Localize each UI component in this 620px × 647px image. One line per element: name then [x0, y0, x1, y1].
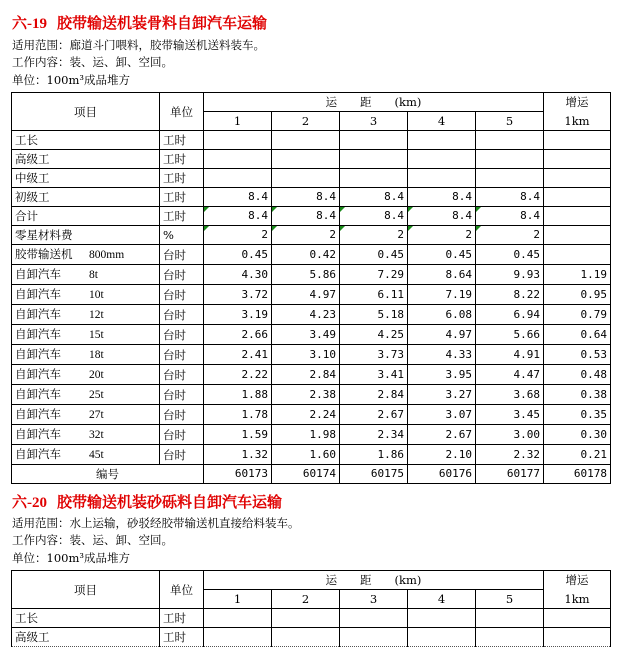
header-distance-1: 1: [204, 112, 272, 131]
row-item-name: 中级工: [15, 171, 50, 185]
row-item-name: 初级工: [15, 190, 50, 204]
row-value: 1.59: [204, 425, 272, 445]
row-value: [476, 150, 544, 169]
row-unit: 工时: [160, 131, 204, 150]
row-item-name: 自卸汽车: [15, 447, 61, 461]
row-value: 3.07: [408, 405, 476, 425]
row-value: [204, 609, 272, 628]
row-unit: 工时: [160, 628, 204, 647]
row-value: 3.41: [340, 365, 408, 385]
row-value: 2.38: [272, 385, 340, 405]
row-item: [12, 285, 160, 305]
row-unit: 台时: [160, 245, 204, 265]
header-distance: 运 距 (km): [204, 571, 544, 590]
row-item-spec: 8t: [89, 269, 98, 281]
row-value: [544, 150, 611, 169]
header-unit: 单位: [160, 93, 204, 131]
row-value: 8.22: [476, 285, 544, 305]
header-distance-5: 5: [476, 112, 544, 131]
header-item: 项目: [12, 571, 160, 609]
row-value: 9.93: [476, 265, 544, 285]
row-value: [476, 609, 544, 628]
row-value: 8.4: [340, 188, 408, 207]
row-item-spec: 12t: [89, 309, 104, 321]
row-value: 8.4: [204, 188, 272, 207]
row-item: [12, 226, 160, 245]
row-item: [12, 405, 160, 425]
row-value: 2.10: [408, 445, 476, 465]
row-value: 2.32: [476, 445, 544, 465]
row-value: 5.86: [272, 265, 340, 285]
section1-title: [12, 12, 267, 33]
header-distance-4: 4: [408, 590, 476, 609]
row-value: [340, 169, 408, 188]
row-value: [272, 609, 340, 628]
row-unit: 台时: [160, 385, 204, 405]
section2-title: [12, 491, 282, 512]
row-item-name: 自卸汽车: [15, 287, 61, 301]
header-extra-bottom: 1km: [544, 590, 611, 609]
row-value: 8.4: [204, 207, 272, 226]
row-value: 4.23: [272, 305, 340, 325]
row-unit: 台时: [160, 285, 204, 305]
header-distance: 运 距 (km): [204, 93, 544, 112]
row-item: [12, 345, 160, 365]
row-value: [408, 169, 476, 188]
row-item: [12, 445, 160, 465]
table-row: [12, 445, 611, 465]
table-row: [12, 425, 611, 445]
row-item-spec: 27t: [89, 409, 104, 421]
row-value: [204, 131, 272, 150]
code-row: [12, 465, 611, 484]
row-item-spec: 25t: [89, 389, 104, 401]
row-item-name: 工长: [15, 611, 38, 625]
section2-scope: 适用范围：水上运输，砂驳经胶带输送机直接给料装车。: [12, 516, 300, 530]
row-value: [272, 131, 340, 150]
row-unit: 工时: [160, 169, 204, 188]
row-item: [12, 169, 160, 188]
row-item-spec: 800mm: [89, 249, 125, 261]
row-unit: 工时: [160, 188, 204, 207]
row-value: 0.42: [272, 245, 340, 265]
row-value: [476, 169, 544, 188]
header-distance-2: 2: [272, 112, 340, 131]
code-cell: 60178: [544, 465, 611, 484]
row-value: 8.4: [272, 188, 340, 207]
row-value: 1.86: [340, 445, 408, 465]
row-value: 0.45: [204, 245, 272, 265]
row-unit: 台时: [160, 445, 204, 465]
header-distance-2: 2: [272, 590, 340, 609]
table-row: [12, 405, 611, 425]
row-item: [12, 305, 160, 325]
row-value: [544, 188, 611, 207]
code-cell: 60174: [272, 465, 340, 484]
row-value: 3.00: [476, 425, 544, 445]
section1-scope: 适用范围：廊道斗门喂料，胶带输送机送料装车。: [12, 38, 265, 52]
code-cell: 60175: [340, 465, 408, 484]
row-value: 4.30: [204, 265, 272, 285]
table-row: [12, 345, 611, 365]
row-item-name: 自卸汽车: [15, 387, 61, 401]
row-item-name: 自卸汽车: [15, 347, 61, 361]
row-value: 8.4: [476, 188, 544, 207]
table-row: [12, 207, 611, 226]
row-value: 3.10: [272, 345, 340, 365]
row-item-name: 自卸汽车: [15, 427, 61, 441]
table-row: [12, 188, 611, 207]
row-unit: 台时: [160, 365, 204, 385]
row-value: 2: [408, 226, 476, 245]
row-value: 2.41: [204, 345, 272, 365]
row-value: 2.67: [340, 405, 408, 425]
row-value: 0.21: [544, 445, 611, 465]
row-value: 2.67: [408, 425, 476, 445]
row-value: 6.11: [340, 285, 408, 305]
row-value: 0.79: [544, 305, 611, 325]
row-unit: 台时: [160, 405, 204, 425]
row-value: [408, 131, 476, 150]
row-item: [12, 425, 160, 445]
row-item-name: 自卸汽车: [15, 267, 61, 281]
row-value: [544, 131, 611, 150]
row-value: 3.95: [408, 365, 476, 385]
row-item: [12, 365, 160, 385]
row-value: 2: [272, 226, 340, 245]
row-item: [12, 207, 160, 226]
row-item: [12, 325, 160, 345]
row-value: 4.97: [408, 325, 476, 345]
row-value: 0.64: [544, 325, 611, 345]
row-value: 2: [340, 226, 408, 245]
row-value: [544, 169, 611, 188]
code-cell: 60176: [408, 465, 476, 484]
header-distance-3: 3: [340, 112, 408, 131]
row-value: 1.19: [544, 265, 611, 285]
row-item-name: 零星材料费: [15, 228, 73, 242]
row-value: [340, 609, 408, 628]
section2-heading: 胶带输送机装砂砾料自卸汽车运输: [57, 493, 283, 511]
row-item-name: 高级工: [15, 630, 50, 644]
row-value: [340, 150, 408, 169]
row-value: [476, 131, 544, 150]
table-row: [12, 365, 611, 385]
row-item-spec: 45t: [89, 449, 104, 461]
section2-table: [11, 570, 611, 647]
header-extra-bottom: 1km: [544, 112, 611, 131]
row-item: [12, 131, 160, 150]
header-distance-4: 4: [408, 112, 476, 131]
row-value: 8.4: [272, 207, 340, 226]
row-value: 4.25: [340, 325, 408, 345]
table-row: [12, 305, 611, 325]
row-unit: 台时: [160, 325, 204, 345]
row-unit: 工时: [160, 609, 204, 628]
row-value: 2.34: [340, 425, 408, 445]
row-value: 1.32: [204, 445, 272, 465]
row-unit: 台时: [160, 305, 204, 325]
row-value: 7.19: [408, 285, 476, 305]
row-value: 7.29: [340, 265, 408, 285]
row-item: [12, 150, 160, 169]
header-extra-top: 增运: [544, 93, 611, 112]
row-value: 3.19: [204, 305, 272, 325]
section2-number: 六-20: [12, 495, 47, 511]
table-row: [12, 325, 611, 345]
row-value: 3.45: [476, 405, 544, 425]
row-item-spec: 10t: [89, 289, 104, 301]
row-value: 8.4: [476, 207, 544, 226]
row-unit: 台时: [160, 345, 204, 365]
row-value: [408, 609, 476, 628]
row-value: 4.47: [476, 365, 544, 385]
section2-work: 工作内容：装、运、卸、空回。: [12, 533, 173, 547]
row-value: 1.78: [204, 405, 272, 425]
row-value: 3.72: [204, 285, 272, 305]
row-value: 3.68: [476, 385, 544, 405]
section2-unit: 单位：100m³成品堆方: [12, 551, 130, 565]
row-item-name: 胶带输送机: [15, 247, 73, 261]
row-unit: %: [160, 226, 204, 245]
row-value: 0.45: [476, 245, 544, 265]
row-value: [272, 150, 340, 169]
row-value: 3.49: [272, 325, 340, 345]
row-value: 1.60: [272, 445, 340, 465]
header-distance-5: 5: [476, 590, 544, 609]
row-item-name: 工长: [15, 133, 38, 147]
row-value: 0.53: [544, 345, 611, 365]
table-row: [12, 169, 611, 188]
header-row: [12, 93, 611, 112]
row-item-spec: 15t: [89, 329, 104, 341]
row-value: 0.30: [544, 425, 611, 445]
row-item: [12, 385, 160, 405]
row-value: [544, 207, 611, 226]
row-value: 5.18: [340, 305, 408, 325]
row-value: 2.22: [204, 365, 272, 385]
row-value: [408, 150, 476, 169]
section1-table: [11, 92, 611, 484]
row-item: [12, 245, 160, 265]
row-value: 0.95: [544, 285, 611, 305]
section1-work: 工作内容：装、运、卸、空回。: [12, 55, 173, 69]
row-value: 8.64: [408, 265, 476, 285]
row-value: 0.35: [544, 405, 611, 425]
table-row: [12, 285, 611, 305]
row-value: [204, 169, 272, 188]
table-row: [12, 150, 611, 169]
row-value: 6.08: [408, 305, 476, 325]
header-item: 项目: [12, 93, 160, 131]
row-value: 8.4: [408, 207, 476, 226]
header-distance-3: 3: [340, 590, 408, 609]
row-value: 2: [476, 226, 544, 245]
table-row: [12, 385, 611, 405]
row-value: 8.4: [408, 188, 476, 207]
header-unit: 单位: [160, 571, 204, 609]
row-item-spec: 20t: [89, 369, 104, 381]
row-item-name: 高级工: [15, 152, 50, 166]
row-value: 2: [204, 226, 272, 245]
row-item-name: 自卸汽车: [15, 407, 61, 421]
header-distance-1: 1: [204, 590, 272, 609]
row-value: 6.94: [476, 305, 544, 325]
row-value: 3.27: [408, 385, 476, 405]
row-value: 2.84: [340, 385, 408, 405]
table-row: [12, 265, 611, 285]
section1-number: 六-19: [12, 16, 47, 32]
row-value: 4.33: [408, 345, 476, 365]
row-item: [12, 609, 160, 628]
row-item-name: 自卸汽车: [15, 367, 61, 381]
row-value: 0.48: [544, 365, 611, 385]
row-value: 2.84: [272, 365, 340, 385]
row-item-name: 合计: [15, 209, 38, 223]
row-item-name: 自卸汽车: [15, 327, 61, 341]
code-label: 编号: [12, 465, 204, 484]
row-value: 4.91: [476, 345, 544, 365]
row-item: [12, 265, 160, 285]
row-value: 2.66: [204, 325, 272, 345]
row-value: [340, 131, 408, 150]
row-value: 4.97: [272, 285, 340, 305]
row-unit: 台时: [160, 265, 204, 285]
row-value: [544, 226, 611, 245]
header-extra-top: 增运: [544, 571, 611, 590]
row-item-name: 自卸汽车: [15, 307, 61, 321]
row-value: 0.45: [340, 245, 408, 265]
header-row: [12, 571, 611, 590]
code-cell: 60177: [476, 465, 544, 484]
row-value: [544, 609, 611, 628]
row-item-spec: 18t: [89, 349, 104, 361]
row-unit: 台时: [160, 425, 204, 445]
code-cell: 60173: [204, 465, 272, 484]
row-value: [544, 245, 611, 265]
row-value: 3.73: [340, 345, 408, 365]
section1-unit: 单位：100m³成品堆方: [12, 73, 130, 87]
row-value: 0.38: [544, 385, 611, 405]
table-row: [12, 226, 611, 245]
row-item-spec: 32t: [89, 429, 104, 441]
section1-heading: 胶带输送机装骨料自卸汽车运输: [57, 14, 268, 32]
table-row: [12, 609, 611, 628]
row-value: 2.24: [272, 405, 340, 425]
row-value: 1.88: [204, 385, 272, 405]
row-item: [12, 188, 160, 207]
row-unit: 工时: [160, 207, 204, 226]
row-value: 1.98: [272, 425, 340, 445]
row-value: 0.45: [408, 245, 476, 265]
row-unit: 工时: [160, 150, 204, 169]
row-value: 5.66: [476, 325, 544, 345]
table-row: [12, 131, 611, 150]
row-value: [204, 150, 272, 169]
table-row: [12, 245, 611, 265]
row-value: 8.4: [340, 207, 408, 226]
row-value: [272, 169, 340, 188]
